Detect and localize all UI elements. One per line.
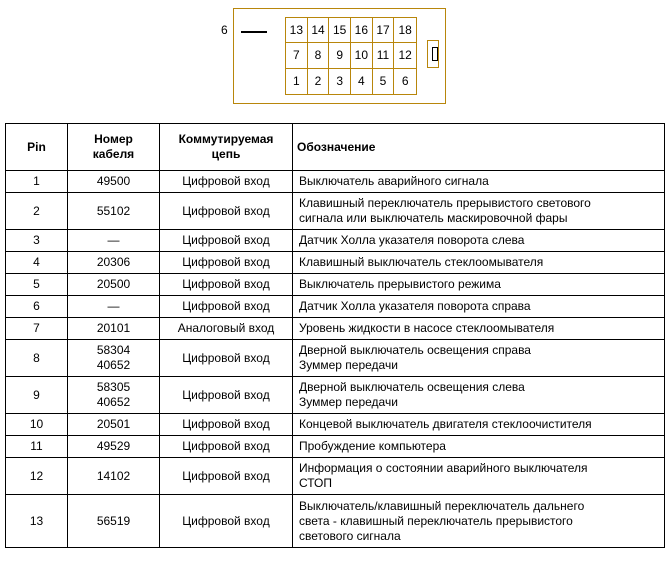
cell-switched-circuit: Цифровой вход [160,436,293,458]
connector-pin-7: 7 [286,43,308,68]
cell-designation [293,340,665,377]
designation-line: Концевой выключатель двигателя стеклоочистителя [299,417,592,431]
cell-switched-circuit: Цифровой вход [160,458,293,495]
connector-pointer-label: 6 [221,23,228,37]
cell-cable-number [68,171,160,193]
cable-number: 49529 [96,439,131,453]
connector-pin-16: 16 [351,18,373,43]
cell-designation [293,296,665,318]
connector-pin-8: 8 [308,43,330,68]
designation-line: Дверной выключатель освещения справа [299,343,531,357]
cable-number: 58304 [96,343,131,357]
connector-pin-5: 5 [373,69,395,94]
connector-pin-14: 14 [308,18,330,43]
table-row [6,171,665,193]
designation-line: Клавишный выключатель стеклоомывателя [299,255,544,269]
connector-pin-4: 4 [351,69,373,94]
cell-cable-number [68,230,160,252]
header-cable-number: Номер кабеля [68,124,160,171]
designation-line: Выключатель аварийного сигнала [299,174,489,188]
designation-line: СТОП [299,476,333,490]
table-row [6,193,665,230]
designation-line: Зуммер передачи [299,395,398,409]
cable-number: 20306 [96,255,131,269]
connector-pin-13: 13 [286,18,308,43]
cable-number: — [107,299,120,313]
designation-line: Клавишный переключатель прерывистого светового [299,196,591,210]
cell-cable-number [68,414,160,436]
connector-pin-9: 9 [329,43,351,68]
cable-number: 40652 [96,395,131,409]
designation-line: Уровень жидкости в насосе стеклоомывателя [299,321,555,335]
cell-pin: 11 [6,436,68,458]
cell-designation [293,193,665,230]
table-row [6,252,665,274]
cable-number: 20500 [96,277,131,291]
connector-pin-12: 12 [394,43,416,68]
connector-pin-3: 3 [329,69,351,94]
table-row [6,377,665,414]
cell-cable-number [68,193,160,230]
connector-pin-grid [285,17,417,95]
connector-pin-2: 2 [308,69,330,94]
cell-cable-number [68,252,160,274]
designation-line: Информация о состоянии аварийного выключателя [299,461,588,475]
cell-switched-circuit: Цифровой вход [160,340,293,377]
table-row [6,495,665,548]
cell-cable-number [68,377,160,414]
table-row [6,230,665,252]
cell-cable-number [68,318,160,340]
cell-switched-circuit: Цифровой вход [160,495,293,548]
cell-pin: 7 [6,318,68,340]
connector-pin-18: 18 [394,18,416,43]
cell-switched-circuit: Цифровой вход [160,414,293,436]
cell-pin: 4 [6,252,68,274]
designation-line: Датчик Холла указателя поворота слева [299,233,525,247]
cell-switched-circuit: Цифровой вход [160,296,293,318]
cell-designation [293,436,665,458]
cell-switched-circuit: Цифровой вход [160,193,293,230]
cell-pin: 5 [6,274,68,296]
designation-line: Выключатель прерывистого режима [299,277,501,291]
table-row [6,340,665,377]
designation-line: Дверной выключатель освещения слева [299,380,525,394]
cell-pin: 1 [6,171,68,193]
connector-pin-15: 15 [329,18,351,43]
header-pin: Pin [6,124,68,171]
designation-line: сигнала или выключатель маскировочной фары [299,211,568,225]
table-row [6,436,665,458]
cell-switched-circuit: Цифровой вход [160,230,293,252]
connector-pin-11: 11 [373,43,395,68]
designation-line: света - клавишный переключатель прерывистого [299,513,573,528]
cell-cable-number [68,436,160,458]
cell-designation [293,318,665,340]
cable-number: 56519 [96,513,131,528]
connector-key-latch [432,47,438,61]
designation-line: Зуммер передачи [299,358,398,372]
cell-switched-circuit: Цифровой вход [160,274,293,296]
cell-pin: 8 [6,340,68,377]
connector-pin-6: 6 [401,74,409,89]
cable-number: 58305 [96,380,131,394]
cell-designation [293,230,665,252]
cell-cable-number [68,274,160,296]
cell-switched-circuit: Цифровой вход [160,252,293,274]
table-header-row [6,124,665,171]
cell-cable-number [68,495,160,548]
table-row [6,458,665,495]
cable-number: 20501 [96,417,131,431]
connector-pin-17: 17 [373,18,395,43]
cable-number: 40652 [96,358,131,372]
cable-number: 20101 [96,321,131,335]
connector-pointer-line [241,31,267,33]
connector-pin-1: 1 [286,69,308,94]
cell-switched-circuit: Цифровой вход [160,171,293,193]
connector-pin-10: 10 [351,43,373,68]
cell-designation [293,252,665,274]
cell-cable-number [68,458,160,495]
designation-line: Выключатель/клавишный переключатель дальнего [299,498,585,513]
cell-switched-circuit: Аналоговый вход [160,318,293,340]
designation-line: Пробуждение компьютера [299,439,446,453]
cell-designation [293,495,665,548]
cell-pin: 3 [6,230,68,252]
cell-pin: 10 [6,414,68,436]
cable-number: 55102 [96,203,131,218]
cable-number: 49500 [96,174,131,188]
cable-number: — [107,233,120,247]
cell-pin: 13 [6,495,68,548]
cell-designation [293,458,665,495]
cell-designation [293,171,665,193]
cell-pin: 9 [6,377,68,414]
cell-designation [293,274,665,296]
designation-line: Датчик Холла указателя поворота справа [299,299,531,313]
table-row [6,274,665,296]
header-designation: Обозначение [293,124,665,171]
cell-pin: 2 [6,193,68,230]
cell-designation [293,414,665,436]
designation-line: светового сигнала [299,528,401,543]
cell-pin: 12 [6,458,68,495]
cell-designation [293,377,665,414]
table-row [6,414,665,436]
cell-cable-number [68,296,160,318]
table-row [6,318,665,340]
header-switched-circuit: Коммутируемая цепь [160,124,293,171]
cable-number: 14102 [96,468,131,483]
cell-pin: 6 [6,296,68,318]
pin-assignment-table [5,123,665,548]
cell-cable-number [68,340,160,377]
cell-switched-circuit: Цифровой вход [160,377,293,414]
table-row [6,296,665,318]
